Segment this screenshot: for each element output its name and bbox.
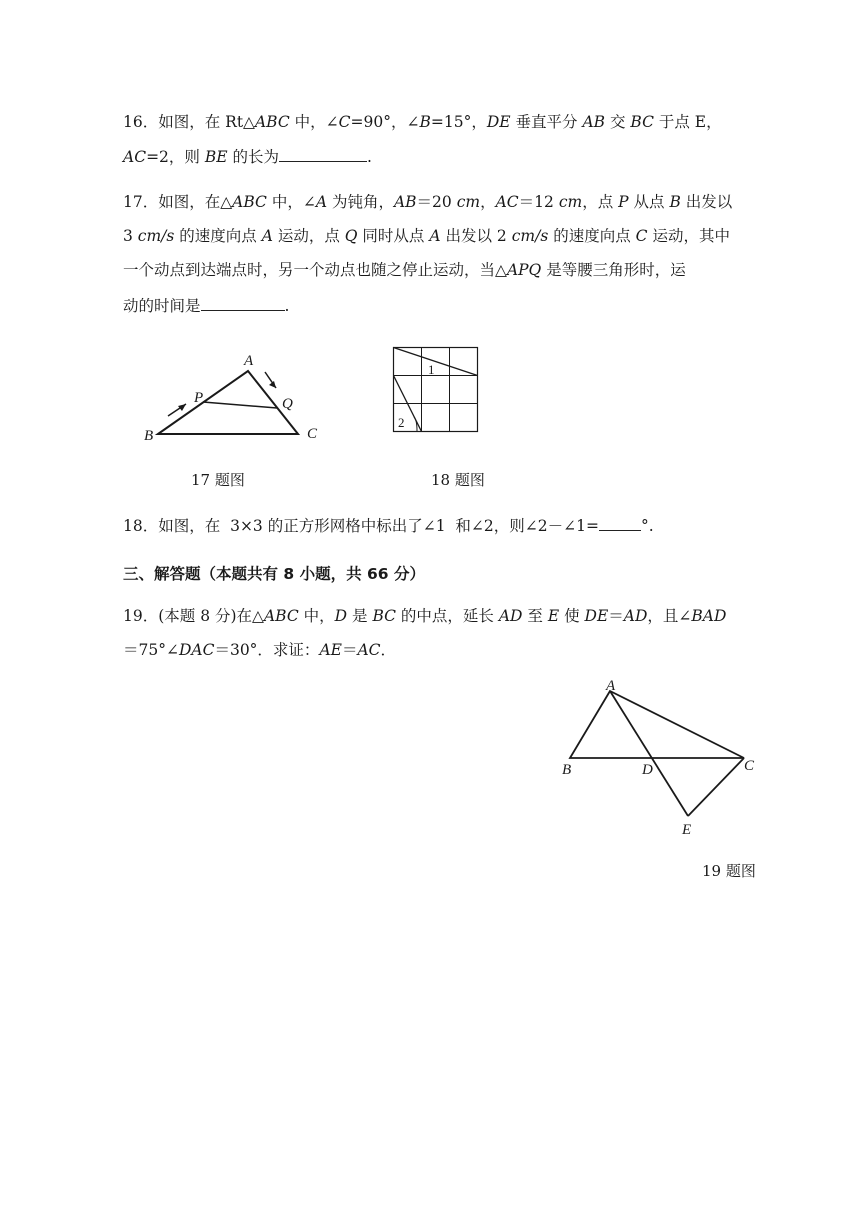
text-run: AB (393, 193, 417, 211)
text-run: ． (380, 641, 397, 659)
text-run: 为钝角， (327, 193, 394, 211)
text-run: . (284, 297, 290, 315)
text-run: =15°， (430, 113, 487, 131)
text-run: ＝75°∠ (123, 641, 179, 659)
text-run: ABC (254, 113, 290, 131)
q17-line-2 (123, 226, 730, 246)
segment-pq (203, 402, 277, 408)
text-run: 是 (347, 607, 373, 625)
text-run: 的中点，延长 (395, 607, 499, 625)
text-run: ， (480, 193, 496, 211)
text-run: C (338, 113, 351, 131)
figure-18-caption: 18 题图 (431, 471, 485, 489)
text-run: 3 (123, 227, 138, 245)
text-run: ABC (232, 193, 267, 211)
text-run: ＝ (341, 641, 358, 659)
text-run: cm/s (511, 227, 549, 245)
triangle-abc (158, 371, 298, 434)
q17-line-4 (123, 295, 289, 316)
q17-line-3 (123, 260, 686, 280)
answer-blank[interactable] (599, 515, 641, 531)
label-e: E (682, 822, 692, 838)
text-run: 是等腰三角形时，运 (541, 261, 686, 279)
text-run: AD (623, 607, 648, 625)
text-run: ＝30°．求证： (214, 641, 320, 659)
text-run: A (315, 193, 328, 211)
text-run: 从点 (628, 193, 670, 211)
text-run: ＝20 (416, 193, 457, 211)
label-a: A (606, 678, 616, 694)
label-d: D (642, 762, 653, 778)
text-run: 运动，其中 (647, 227, 730, 245)
text-run: BC (630, 113, 654, 131)
figure-19-caption: 19 题图 (702, 862, 756, 880)
segment-ce (688, 758, 744, 816)
angle-1-label: 1 (428, 362, 435, 377)
text-run: 出发以 2 (440, 227, 512, 245)
text-run: D (334, 607, 348, 625)
text-run: 使 (559, 607, 585, 625)
figure-17-caption: 17 题图 (191, 471, 245, 489)
q16-line-2 (123, 146, 372, 167)
section-heading: 三、解答题（本题共有 8 小题，共 66 分） (123, 565, 425, 583)
label-a: A (244, 353, 254, 369)
label-c: C (744, 758, 755, 774)
text-run: 中，∠ (289, 113, 339, 131)
text-run: DAC (178, 641, 215, 659)
label-q: Q (282, 396, 293, 412)
label-b: B (144, 428, 154, 444)
text-run: AC (123, 148, 147, 166)
text-run: cm (558, 193, 583, 211)
figure-17 (140, 350, 330, 450)
text-run: cm (456, 193, 481, 211)
q18-line-1 (123, 515, 654, 536)
text-run: ＝12 (518, 193, 559, 211)
text-run: BC (372, 607, 396, 625)
text-run: =90°，∠ (350, 113, 420, 131)
text-run: 一个动点到达端点时，另一个动点也随之停止运动，当△ (123, 261, 507, 279)
text-run: 17．如图，在△ (123, 193, 233, 211)
triangle-abc (570, 691, 744, 758)
text-run: AD (498, 607, 523, 625)
text-run: B (419, 113, 431, 131)
text-run: 出发以 (680, 193, 733, 211)
text-run: ，且∠ (647, 607, 692, 625)
text-run: AC (495, 193, 519, 211)
text-run: AC (357, 641, 381, 659)
text-run: DE (486, 113, 511, 131)
text-run: BE (204, 148, 228, 166)
text-run: ＝ (608, 607, 624, 625)
text-run: C (635, 227, 648, 245)
grid-border (394, 348, 478, 432)
answer-blank[interactable] (279, 146, 367, 162)
text-run: 18．如图，在 3×3 的正方形网格中标出了∠1 和∠2，则∠2－∠1= (123, 517, 599, 535)
figure-18 (393, 347, 483, 437)
text-run: 19．(本题 8 分)在△ (123, 607, 264, 625)
text-run: 于点 E， (653, 113, 722, 131)
text-run: 的长为 (227, 148, 279, 166)
text-run: 垂直平分 (510, 113, 583, 131)
label-c: C (307, 426, 318, 442)
text-run: AE (319, 641, 342, 659)
text-run: 的速度向点 (548, 227, 636, 245)
text-run: 交 (605, 113, 631, 131)
figure-19 (560, 678, 760, 848)
answer-blank[interactable] (201, 295, 285, 311)
angle-2-arc (414, 417, 417, 431)
label-p: P (194, 390, 204, 406)
text-run: Q (344, 227, 358, 245)
text-run: 运动，点 (272, 227, 345, 245)
diagonal-1 (394, 348, 478, 376)
q16-line-1 (123, 112, 763, 132)
text-run: BAD (691, 607, 727, 625)
text-run: A (261, 227, 273, 245)
text-run: A (429, 227, 441, 245)
q19-line-1 (123, 606, 726, 626)
text-run: . (367, 148, 372, 166)
text-run: =2，则 (146, 148, 205, 166)
label-b: B (562, 762, 572, 778)
text-run: 至 (522, 607, 548, 625)
text-run: 同时从点 (357, 227, 430, 245)
text-run: 的速度向点 (174, 227, 262, 245)
text-run: E (547, 607, 560, 625)
arrow-head-1 (178, 404, 186, 411)
text-run: °. (640, 517, 654, 535)
text-run: cm/s (137, 227, 175, 245)
text-run: ，点 (582, 193, 619, 211)
text-run: APQ (506, 261, 542, 279)
text-run: B (669, 193, 681, 211)
q17-line-1 (123, 192, 732, 212)
text-run: AB (582, 113, 606, 131)
text-run: P (618, 193, 629, 211)
text-run: 中，∠ (266, 193, 316, 211)
text-run: 动的时间是 (123, 297, 201, 315)
text-run: 中， (298, 607, 335, 625)
angle-2-label: 2 (398, 415, 405, 430)
text-run: 16．如图，在 Rt△ (123, 113, 255, 131)
text-run: DE (584, 607, 609, 625)
q19-line-2 (123, 640, 396, 660)
text-run: ABC (263, 607, 299, 625)
